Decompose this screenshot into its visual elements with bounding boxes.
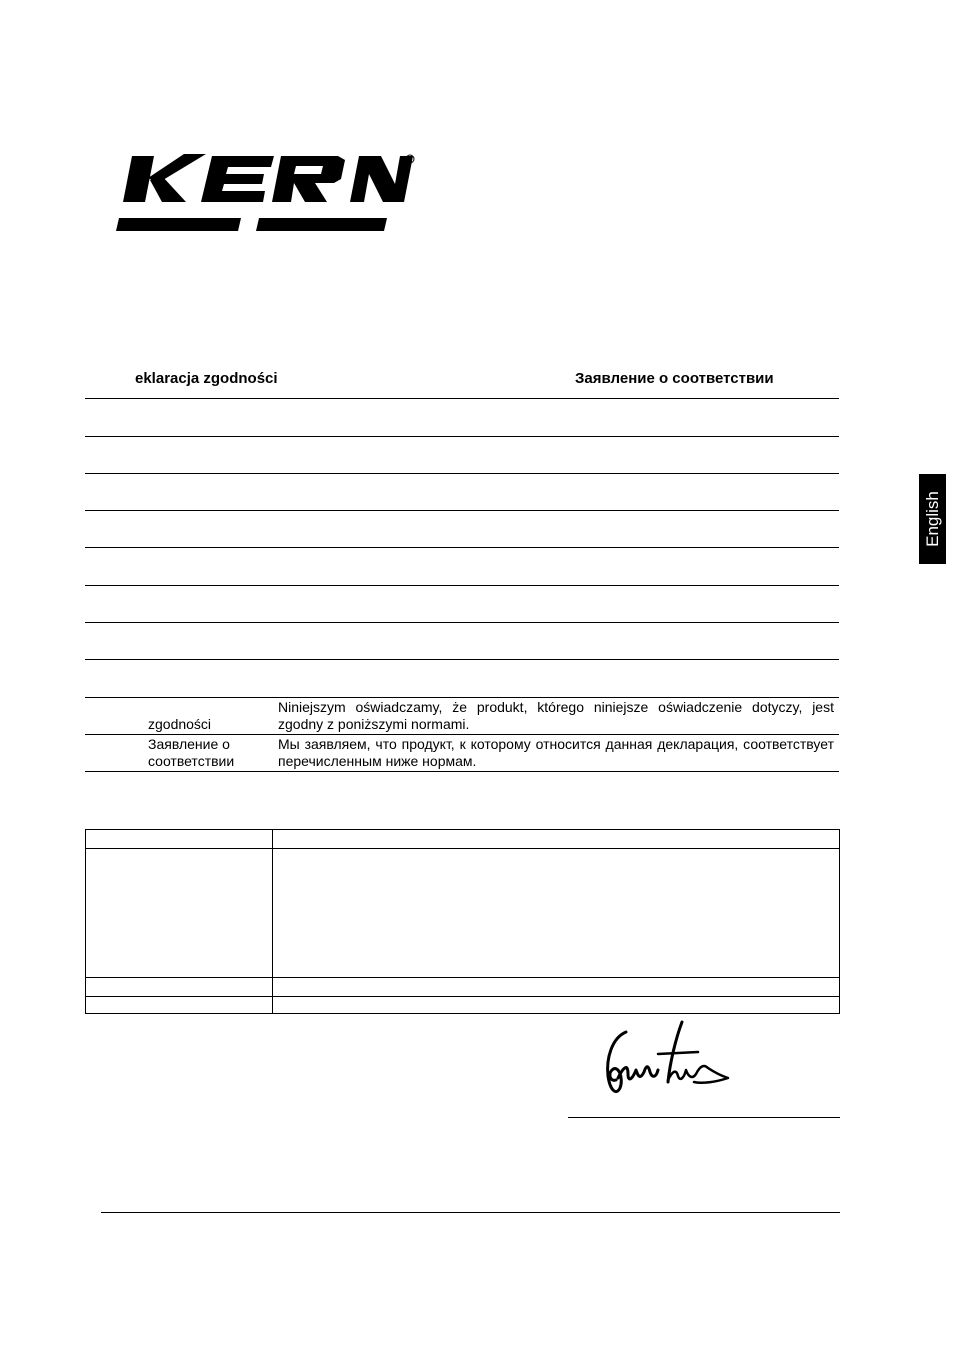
table-column-divider: [272, 830, 273, 1013]
footer-rule: [101, 1212, 840, 1213]
table-row-divider: [86, 977, 839, 978]
statement-text-russian: Мы заявляем, что продукт, к которому относится данная декларация, соответствует перечисленным ниже нормам.: [278, 736, 834, 769]
divider: [85, 585, 839, 586]
signature-image: [598, 1018, 733, 1102]
statement-label-russian: [148, 736, 234, 770]
declaration-title-polish: eklaracja zgodności: [135, 370, 278, 387]
divider: [85, 510, 839, 511]
divider: [85, 436, 839, 437]
statement-label-line2: zgodności: [148, 716, 212, 732]
statement-label-line2: соответствии: [148, 753, 235, 769]
statement-text-polish: Niniejszym oświadczamy, że produkt, którego niniejsze oświadczenie dotyczy, jest zgodny z poniższymi normami.: [278, 699, 834, 732]
statement-label-line1: [148, 699, 211, 716]
divider: [85, 771, 839, 772]
statement-label-polish: [148, 699, 211, 733]
svg-text:R: R: [408, 157, 413, 164]
standards-table: [85, 829, 840, 1014]
table-row-divider: [86, 848, 839, 849]
declaration-title-russian: Заявление о соответствии: [575, 370, 774, 387]
divider: [85, 547, 839, 548]
language-tab-label: English: [922, 491, 942, 547]
divider: [85, 622, 839, 623]
language-tab-english[interactable]: [919, 474, 946, 564]
kern-logo: [112, 150, 417, 234]
divider: [85, 697, 839, 698]
signature-line: [568, 1117, 840, 1118]
divider: [85, 398, 839, 399]
divider: [85, 473, 839, 474]
statement-label-line1: Заявление о: [148, 736, 230, 752]
divider: [85, 659, 839, 660]
table-row-divider: [86, 996, 839, 997]
divider: [85, 734, 839, 735]
